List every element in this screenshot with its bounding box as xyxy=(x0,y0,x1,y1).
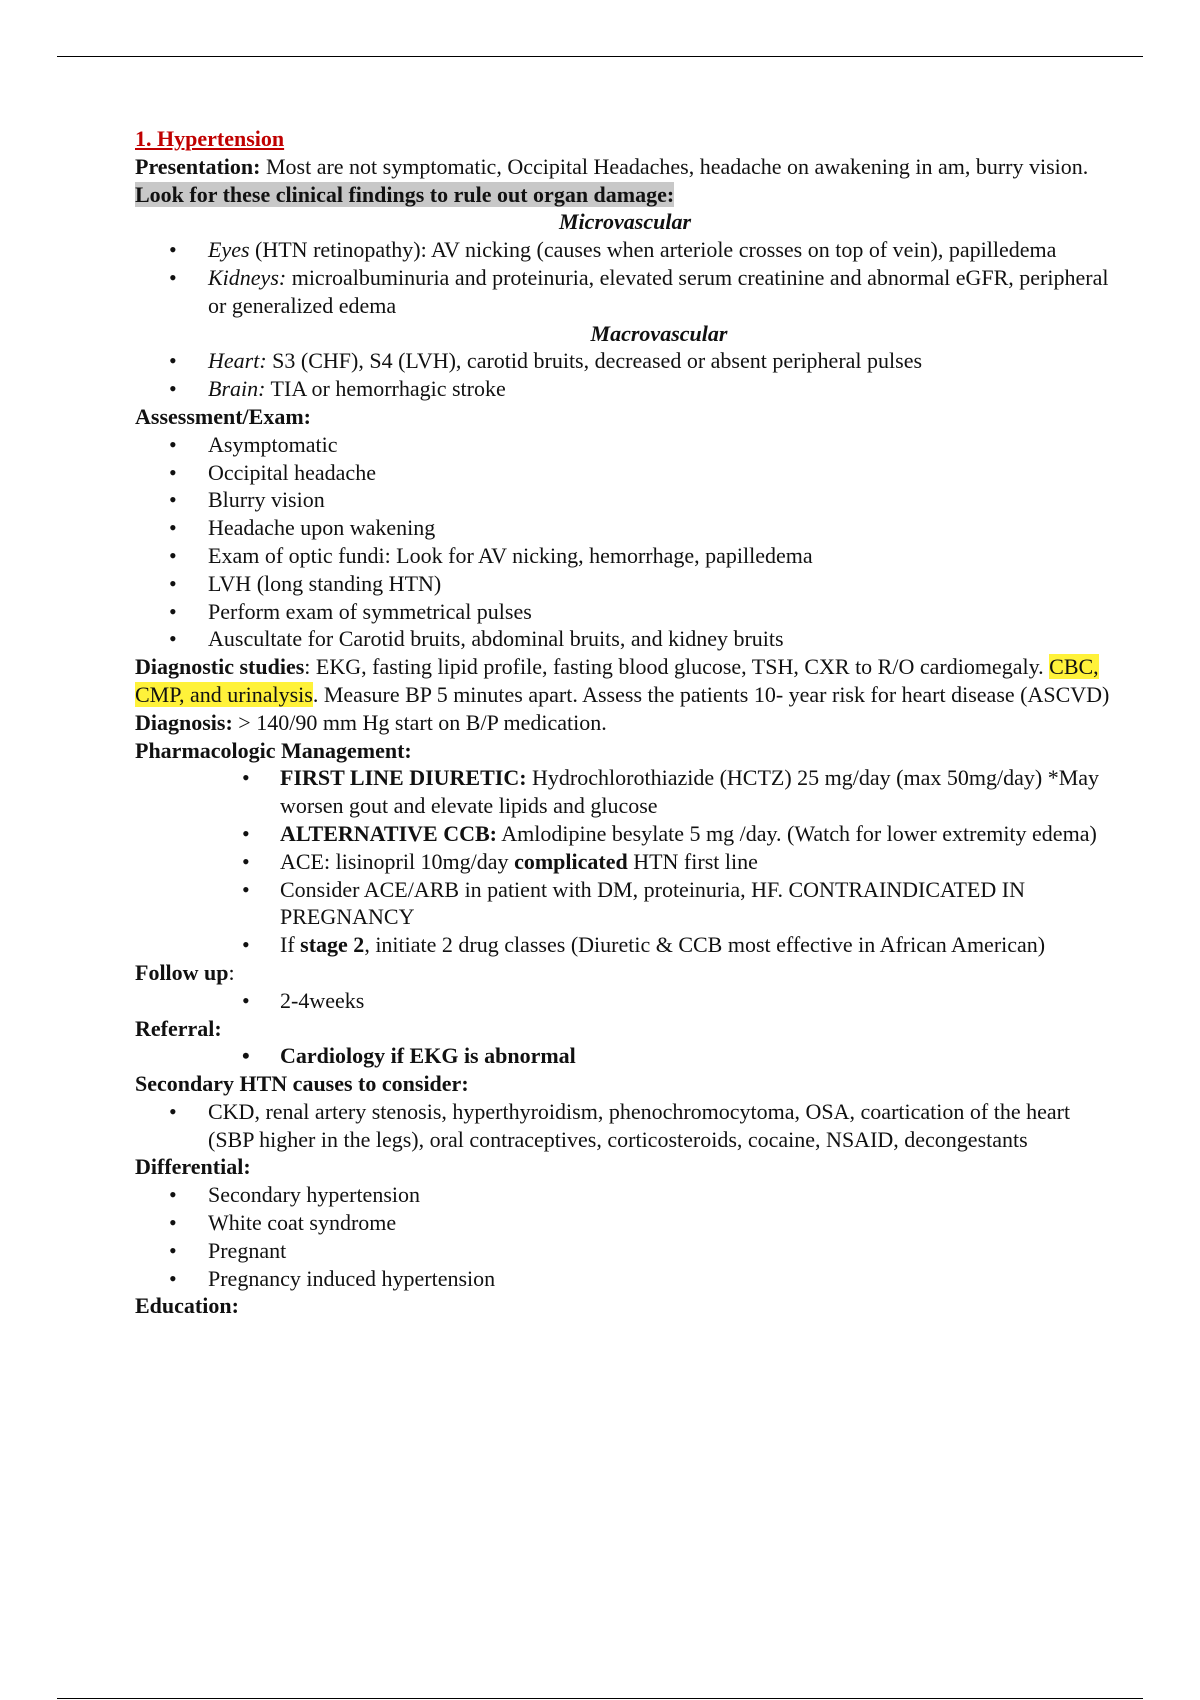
item-term: Kidneys: xyxy=(208,264,287,290)
item-text: , initiate 2 drug classes (Diuretic & CCB most effective in African American) xyxy=(364,932,1046,958)
list-item xyxy=(135,347,1115,375)
diagnostic-label: Diagnostic studies xyxy=(135,654,305,680)
diagnosis-text: > 140/90 mm Hg start on B/P medication. xyxy=(232,709,607,735)
diagnostic-paragraph xyxy=(135,653,1115,709)
assessment-list xyxy=(135,431,1115,653)
list-item: • 2-4weeks xyxy=(135,987,1115,1015)
microvascular-heading: Microvascular xyxy=(559,209,691,235)
list-item: • Cardiology if EKG is abnormal xyxy=(135,1042,1115,1070)
diagnosis-paragraph xyxy=(135,709,1115,737)
followup-label-line xyxy=(135,959,1115,987)
list-item: • Exam of optic fundi: Look for AV nicking, hemorrhage, papilledema xyxy=(135,542,1115,570)
list-item xyxy=(135,764,1115,820)
item-bold: complicated xyxy=(514,848,628,874)
list-item: • Pregnancy induced hypertension xyxy=(135,1265,1115,1293)
section-title: 1. Hypertension xyxy=(135,126,285,151)
differential-label: Differential: xyxy=(135,1154,251,1180)
diagnosis-label: Diagnosis: xyxy=(135,709,233,735)
list-item xyxy=(135,264,1115,320)
list-item: • Asymptomatic xyxy=(135,431,1115,459)
top-rule xyxy=(57,56,1143,57)
item-term: Brain: xyxy=(208,376,266,402)
item-text: microalbuminuria and proteinuria, elevated serum creatinine and abnormal eGFR, peripheral or generalized edema xyxy=(208,264,1109,318)
list-item: • Pregnant xyxy=(135,1237,1115,1265)
differential-list xyxy=(135,1181,1115,1292)
assessment-label: Assessment/Exam: xyxy=(135,403,311,429)
item-text: (HTN retinopathy): AV nicking (causes when arteriole crosses on top of vein), papilledema xyxy=(249,237,1057,263)
microvascular-list xyxy=(135,236,1115,319)
item-text: ACE: lisinopril 10mg/day xyxy=(280,848,515,874)
education-label: Education: xyxy=(135,1293,239,1319)
item-text: HTN first line xyxy=(627,848,758,874)
highlighted-labs: CBC, CMP, and urinalysis xyxy=(135,654,1099,707)
list-item xyxy=(135,820,1115,848)
followup-list xyxy=(135,987,1115,1015)
referral-label: Referral: xyxy=(135,1015,222,1041)
diagnostic-text: : EKG, fasting lipid profile, fasting blood glucose, TSH, CXR to R/O cardiomegaly. xyxy=(304,654,1050,680)
secondary-label: Secondary HTN causes to consider: xyxy=(135,1071,469,1097)
diagnostic-text-2: . Measure BP 5 minutes apart. Assess the patients 10- year risk for heart disease (ASCVD) xyxy=(312,681,1110,707)
organ-damage-heading: Look for these clinical findings to rule out organ damage: xyxy=(135,181,675,207)
document-body xyxy=(135,125,1115,1320)
referral-list xyxy=(135,1042,1115,1070)
item-bold: FIRST LINE DIURETIC: xyxy=(280,765,527,791)
item-bold: stage 2 xyxy=(300,932,365,958)
bottom-rule xyxy=(57,1698,1143,1699)
list-item: • Occipital headache xyxy=(135,459,1115,487)
presentation-paragraph xyxy=(135,153,1115,181)
list-item: • Perform exam of symmetrical pulses xyxy=(135,598,1115,626)
pharm-label: Pharmacologic Management: xyxy=(135,737,412,763)
list-item: • LVH (long standing HTN) xyxy=(135,570,1115,598)
presentation-label: Presentation: xyxy=(135,153,261,179)
list-item: • Secondary hypertension xyxy=(135,1181,1115,1209)
list-item: • Consider ACE/ARB in patient with DM, proteinuria, HF. CONTRAINDICATED IN PREGNANCY xyxy=(135,876,1115,932)
item-bold: ALTERNATIVE CCB: xyxy=(280,820,497,846)
list-item: • Auscultate for Carotid bruits, abdominal bruits, and kidney bruits xyxy=(135,625,1115,653)
list-item xyxy=(135,375,1115,403)
item-text: If xyxy=(280,932,301,958)
pharm-list xyxy=(135,764,1115,959)
list-item: • CKD, renal artery stenosis, hyperthyroidism, phenochromocytoma, OSA, coartication of the heart (SBP higher in the legs), oral contraceptives, corticosteroids, cocaine, NSAID, decongestants xyxy=(135,1098,1115,1154)
presentation-text: Most are not symptomatic, Occipital Headaches, headache on awakening in am, burry vision. xyxy=(260,153,1089,179)
list-item xyxy=(135,848,1115,876)
item-text: S3 (CHF), S4 (LVH), carotid bruits, decreased or absent peripheral pulses xyxy=(266,348,923,374)
item-term: Eyes xyxy=(208,237,250,263)
followup-label: Follow up xyxy=(135,959,229,985)
list-item xyxy=(135,931,1115,959)
list-item: • Headache upon wakening xyxy=(135,514,1115,542)
followup-colon: : xyxy=(228,959,235,985)
secondary-list xyxy=(135,1098,1115,1154)
item-text: TIA or hemorrhagic stroke xyxy=(265,376,506,402)
item-text: Hydrochlorothiazide (HCTZ) 25 mg/day (max 50mg/day) *May worsen gout and elevate lipids and glucose xyxy=(280,765,1100,819)
list-item: • Blurry vision xyxy=(135,486,1115,514)
item-term: Heart: xyxy=(208,348,267,374)
item-text: Amlodipine besylate 5 mg /day. (Watch for lower extremity edema) xyxy=(497,820,1097,846)
list-item: • White coat syndrome xyxy=(135,1209,1115,1237)
macrovascular-heading: Macrovascular xyxy=(590,320,728,346)
macrovascular-list xyxy=(135,347,1115,403)
list-item xyxy=(135,236,1115,264)
